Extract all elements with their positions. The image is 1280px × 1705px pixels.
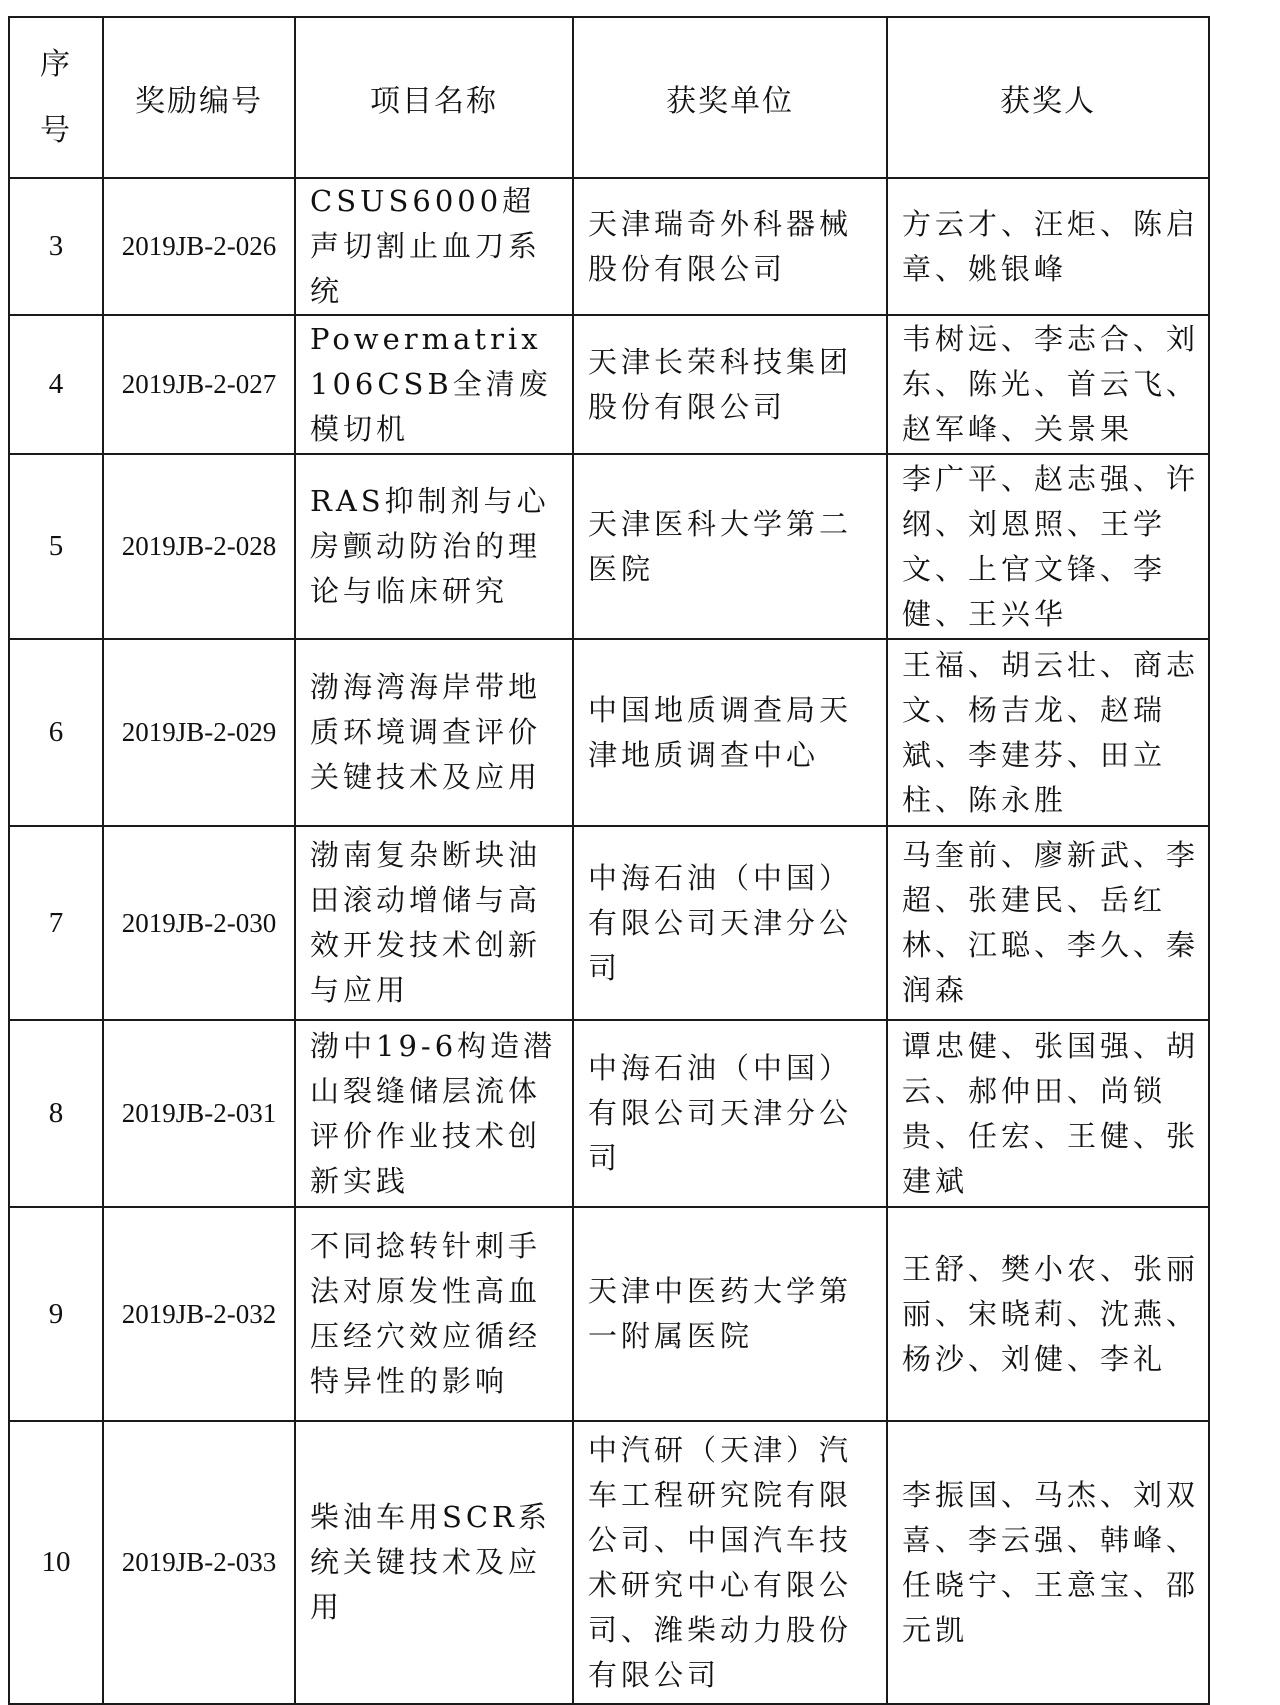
award-code-cell: 2019JB-2-030 xyxy=(103,826,295,1020)
award-unit-cell xyxy=(573,454,887,639)
awardees-cell xyxy=(887,639,1209,826)
award-code-cell: 2019JB-2-029 xyxy=(103,639,295,826)
table-row xyxy=(9,1207,1209,1421)
awardees-cell xyxy=(887,1421,1209,1704)
award-unit: 中海石油（中国）有限公司天津分公司 xyxy=(588,1051,853,1175)
header-code: 奖励编号 xyxy=(103,17,295,178)
table-row xyxy=(9,826,1209,1020)
award-code-cell: 2019JB-2-033 xyxy=(103,1421,295,1704)
awardees: 李振国、马杰、刘双喜、李云强、韩峰、任晓宁、王意宝、邵元凯 xyxy=(902,1477,1200,1647)
awardees-cell xyxy=(887,315,1209,454)
project-name-cell xyxy=(295,454,573,639)
awardees: 韦树远、李志合、刘东、陈光、首云飞、赵军峰、关景果 xyxy=(902,322,1200,446)
awardees: 王福、胡云壮、商志文、杨吉龙、赵瑞斌、李建芬、田立柱、陈永胜 xyxy=(902,647,1200,817)
awardees-cell xyxy=(887,454,1209,639)
project-name: 渤南复杂断块油田滚动增储与高效开发技术创新与应用 xyxy=(310,838,542,1007)
awardees-cell xyxy=(887,178,1209,315)
award-unit: 中海石油（中国）有限公司天津分公司 xyxy=(588,860,853,985)
seq-cell: 10 xyxy=(9,1421,103,1704)
table-row xyxy=(9,1020,1209,1207)
award-code-cell: 2019JB-2-032 xyxy=(103,1207,295,1421)
awardees: 方云才、汪炬、陈启章、姚银峰 xyxy=(902,206,1200,286)
project-name-cell xyxy=(295,178,573,315)
header-seq-label: 序号 xyxy=(40,46,72,148)
awardees: 马奎前、廖新武、李超、张建民、岳红林、江聪、李久、秦润森 xyxy=(902,838,1200,1007)
awardees: 谭忠健、张国强、胡云、郝仲田、尚锁贵、任宏、王健、张建斌 xyxy=(902,1028,1200,1198)
awardees: 王舒、樊小农、张丽丽、宋晓莉、沈燕、杨沙、刘健、李礼 xyxy=(902,1251,1200,1376)
seq-cell: 4 xyxy=(9,315,103,454)
award-unit-cell xyxy=(573,639,887,826)
award-unit: 天津中医药大学第一附属医院 xyxy=(588,1274,853,1353)
award-unit: 中汽研（天津）汽车工程研究院有限公司、中国汽车技术研究中心有限公司、潍柴动力股份有限公司 xyxy=(588,1432,853,1692)
table-row xyxy=(9,639,1209,826)
award-code-cell: 2019JB-2-027 xyxy=(103,315,295,454)
project-name-cell xyxy=(295,315,573,454)
award-unit: 天津医科大学第二医院 xyxy=(588,506,853,586)
project-name: 渤中19-6构造潜山裂缝储层流体评价作业技术创新实践 xyxy=(310,1028,557,1198)
project-name: CSUS6000超声切割止血刀系统 xyxy=(310,184,542,308)
award-table xyxy=(8,16,1210,1705)
header-row xyxy=(9,17,1209,178)
seq-cell: 3 xyxy=(9,178,103,315)
project-name-cell xyxy=(295,1207,573,1421)
project-name-cell xyxy=(295,826,573,1020)
award-code-cell: 2019JB-2-028 xyxy=(103,454,295,639)
awardees-cell xyxy=(887,826,1209,1020)
seq-cell: 8 xyxy=(9,1020,103,1207)
seq-cell: 7 xyxy=(9,826,103,1020)
award-code-cell: 2019JB-2-031 xyxy=(103,1020,295,1207)
project-name: 柴油车用SCR系统关键技术及应用 xyxy=(310,1500,551,1624)
project-name-cell xyxy=(295,639,573,826)
awardees: 李广平、赵志强、许纲、刘恩照、王学文、上官文锋、李健、王兴华 xyxy=(902,461,1200,631)
award-unit: 天津瑞奇外科器械股份有限公司 xyxy=(588,206,853,286)
project-name: RAS抑制剂与心房颤动防治的理论与临床研究 xyxy=(310,484,550,608)
table-row xyxy=(9,315,1209,454)
project-name-cell xyxy=(295,1421,573,1704)
table-row xyxy=(9,454,1209,639)
awardees-cell xyxy=(887,1207,1209,1421)
project-name-cell xyxy=(295,1020,573,1207)
award-unit-cell xyxy=(573,1020,887,1207)
award-unit-cell xyxy=(573,1421,887,1704)
header-project: 项目名称 xyxy=(295,17,573,178)
project-name: 渤海湾海岸带地质环境调查评价关键技术及应用 xyxy=(310,670,542,794)
award-unit-cell xyxy=(573,1207,887,1421)
table-row xyxy=(9,1421,1209,1704)
header-people: 获奖人 xyxy=(887,17,1209,178)
seq-cell: 9 xyxy=(9,1207,103,1421)
seq-cell: 5 xyxy=(9,454,103,639)
award-unit-cell xyxy=(573,315,887,454)
award-unit-cell xyxy=(573,178,887,315)
header-unit: 获奖单位 xyxy=(573,17,887,178)
header-seq xyxy=(9,17,103,178)
project-name: 不同捻转针刺手法对原发性高血压经穴效应循经特异性的影响 xyxy=(310,1229,542,1398)
seq-cell: 6 xyxy=(9,639,103,826)
table-row xyxy=(9,178,1209,315)
project-name: Powermatrix 106CSB全清废模切机 xyxy=(310,322,552,446)
award-code-cell: 2019JB-2-026 xyxy=(103,178,295,315)
award-unit-cell xyxy=(573,826,887,1020)
award-unit: 中国地质调查局天津地质调查中心 xyxy=(588,692,853,772)
awardees-cell xyxy=(887,1020,1209,1207)
award-unit: 天津长荣科技集团股份有限公司 xyxy=(588,344,853,424)
